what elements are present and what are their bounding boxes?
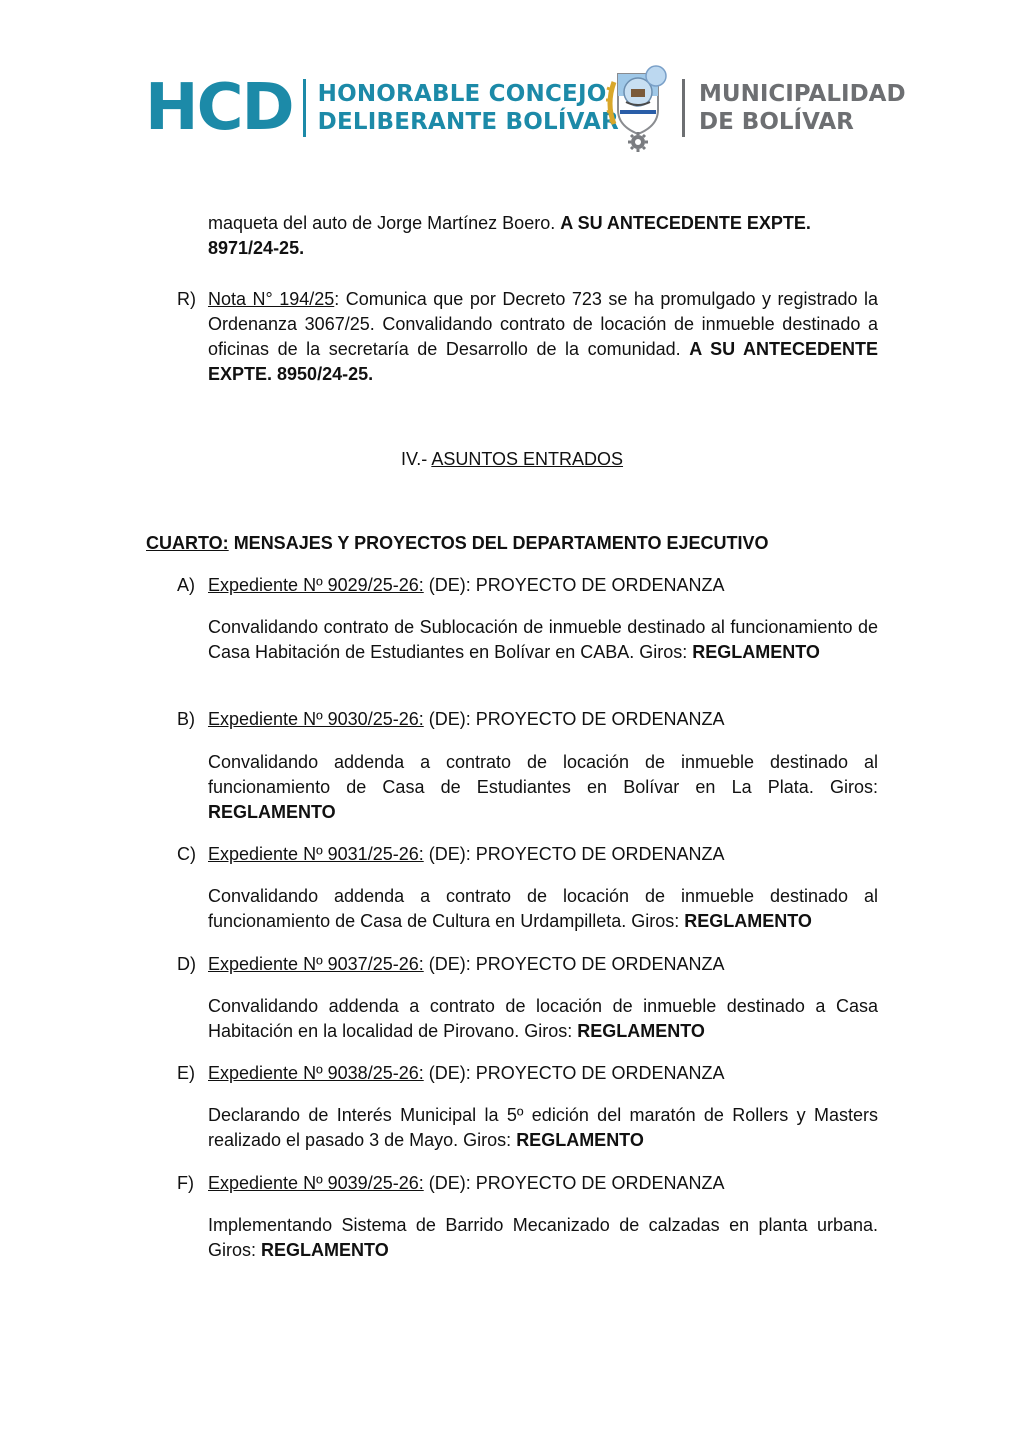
item-heading — [208, 952, 878, 977]
item-desc-text: Convalidando addenda a contrato de locación de inmueble destinado al funcionamiento de Casa de Cultura en Urdampilleta. Giros: — [208, 886, 878, 931]
item-desc-text: Convalidando addenda a contrato de locación de inmueble destinado al funcionamiento de Casa de Estudiantes en Bolívar en La Plata. Giros: — [208, 752, 878, 797]
item-description — [208, 1213, 878, 1263]
item-r-ref: Nota N° 194/25 — [208, 289, 335, 309]
item-desc-text: Implementando Sistema de Barrido Mecanizado de calzadas en planta urbana. Giros: — [208, 1215, 878, 1260]
item-description — [208, 750, 878, 825]
item-giro: REGLAMENTO — [516, 1130, 644, 1150]
item-desc-text: Convalidando contrato de Sublocación de inmueble destinado al funcionamiento de Casa Habitación de Estudiantes en Bolívar en CABA. Giros: — [208, 617, 878, 662]
item-r-paragraph — [208, 287, 878, 387]
item-expediente: Expediente Nº 9031/25-26: — [208, 844, 424, 864]
item-type: (DE): PROYECTO DE ORDENANZA — [428, 575, 725, 595]
item-desc-text: Convalidando addenda a contrato de locación de inmueble destinado a Casa Habitación en la localidad de Pirovano. Giros: — [208, 996, 878, 1041]
continuation-paragraph — [208, 211, 878, 261]
cuarto-label: CUARTO: — [146, 533, 229, 553]
municipalidad-logo-text — [699, 80, 906, 136]
hcd-logo-divider — [303, 79, 306, 137]
municipalidad-logo — [604, 62, 906, 154]
hcd-logo-line2: DELIBERANTE BOLÍVAR — [317, 109, 619, 135]
item-giro: REGLAMENTO — [577, 1021, 705, 1041]
municipalidad-logo-line2: DE BOLÍVAR — [699, 109, 854, 135]
municipal-seal-icon — [604, 62, 674, 154]
section-iv-title: ASUNTOS ENTRADOS — [431, 449, 624, 469]
item-type: (DE): PROYECTO DE ORDENANZA — [428, 709, 725, 729]
municipalidad-logo-divider — [682, 79, 685, 137]
item-type: (DE): PROYECTO DE ORDENANZA — [428, 954, 725, 974]
item-description — [208, 994, 878, 1044]
item-giro: REGLAMENTO — [208, 802, 336, 822]
hcd-logo — [145, 71, 619, 145]
item-description — [208, 615, 878, 665]
item-r-letter: R) — [177, 289, 196, 309]
item-letter: C) — [177, 844, 196, 864]
item-heading — [208, 707, 878, 732]
item-heading — [208, 842, 878, 867]
hcd-logo-mark: HCD — [145, 71, 293, 145]
item-expediente: Expediente Nº 9030/25-26: — [208, 709, 424, 729]
municipalidad-logo-line1: MUNICIPALIDAD — [699, 81, 906, 107]
continuation-expte: 8971/24-25. — [208, 238, 305, 258]
item-description — [208, 884, 878, 934]
item-heading — [208, 1171, 878, 1196]
item-letter: E) — [177, 1063, 195, 1083]
item-desc-text: Declarando de Interés Municipal la 5º edición del maratón de Rollers y Masters realizado el pasado 3 de Mayo. Giros: — [208, 1105, 878, 1150]
item-letter: F) — [177, 1173, 194, 1193]
item-type: (DE): PROYECTO DE ORDENANZA — [428, 844, 725, 864]
item-expediente: Expediente Nº 9038/25-26: — [208, 1063, 424, 1083]
item-letter: B) — [177, 709, 195, 729]
item-expediente: Expediente Nº 9037/25-26: — [208, 954, 424, 974]
item-expediente: Expediente Nº 9039/25-26: — [208, 1173, 424, 1193]
item-r-text: : Comunica que por Decreto 723 se ha promulgado y registrado la Ordenanza 3067/25. Convalidando contrato de locación de inmueble destinado a oficinas de la secretaría de Desarrollo de la comunidad. — [208, 289, 878, 359]
item-giro: REGLAMENTO — [684, 911, 812, 931]
item-type: (DE): PROYECTO DE ORDENANZA — [428, 1173, 725, 1193]
hcd-logo-line1: HONORABLE CONCEJO — [317, 81, 607, 107]
page-header — [0, 62, 1024, 162]
item-heading — [208, 1061, 878, 1086]
cuarto-heading — [146, 531, 768, 556]
item-giro: REGLAMENTO — [261, 1240, 389, 1260]
item-heading — [208, 573, 878, 598]
item-giro: REGLAMENTO — [692, 642, 820, 662]
item-description — [208, 1103, 878, 1153]
item-type: (DE): PROYECTO DE ORDENANZA — [428, 1063, 725, 1083]
section-iv-heading — [0, 447, 1024, 472]
item-letter: D) — [177, 954, 196, 974]
item-expediente: Expediente Nº 9029/25-26: — [208, 575, 424, 595]
cuarto-title: MENSAJES Y PROYECTOS DEL DEPARTAMENTO EJECUTIVO — [233, 533, 769, 553]
continuation-text: maqueta del auto de Jorge Martínez Boero. — [208, 213, 556, 233]
hcd-logo-text — [318, 80, 619, 136]
section-iv-prefix: IV.- — [400, 449, 428, 469]
continuation-bold: A SU ANTECEDENTE EXPTE. — [560, 213, 811, 233]
item-r-bold: A SU ANTECEDENTE EXPTE. 8950/24-25. — [208, 339, 878, 384]
item-letter: A) — [177, 575, 195, 595]
